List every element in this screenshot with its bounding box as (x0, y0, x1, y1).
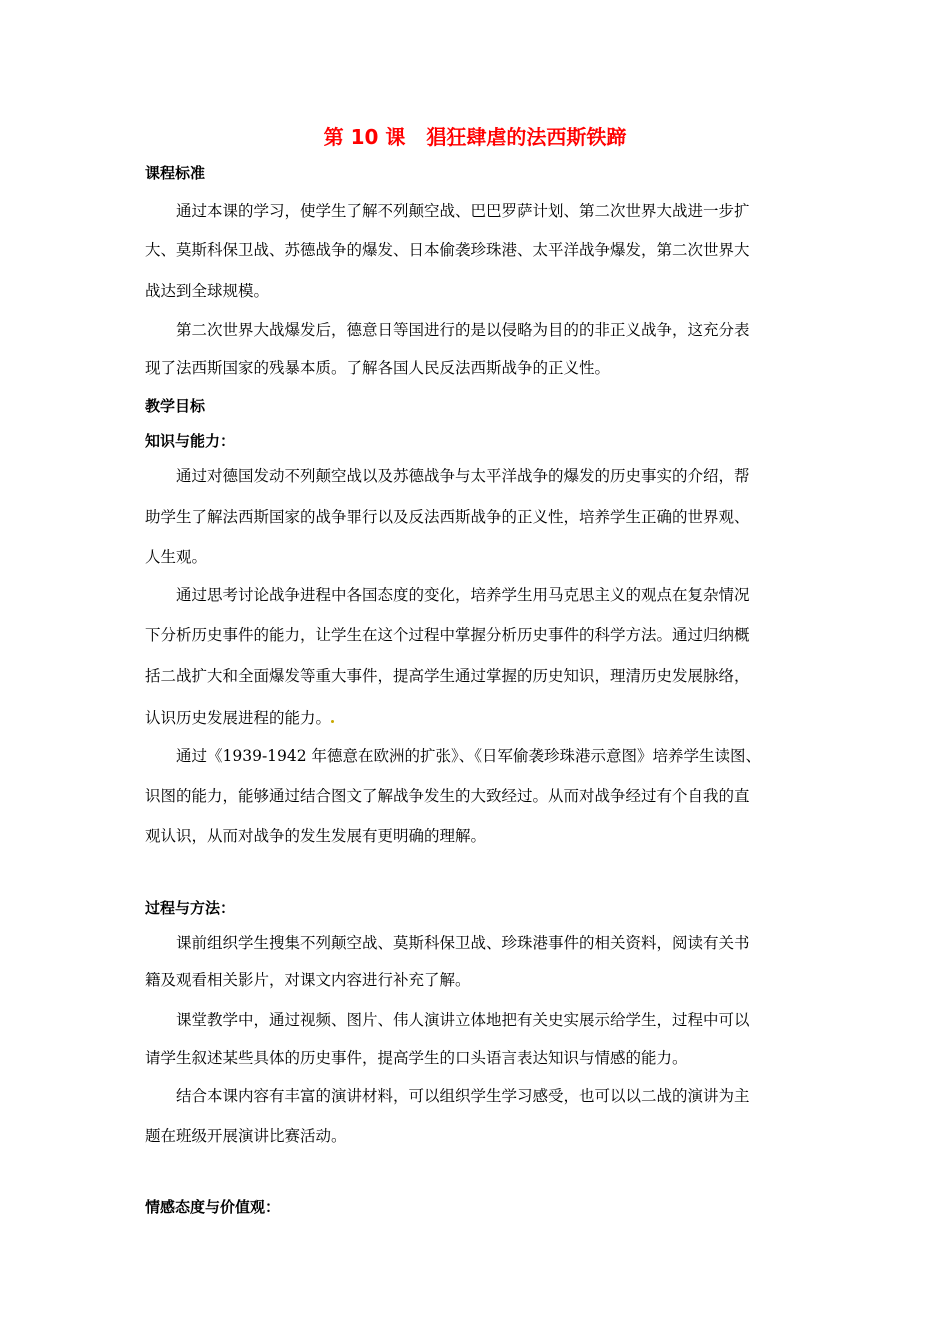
process-p2-line-2: 请学生叙述某些具体的历史事件，提高学生的口头语言表达知识与情感的能力。 (145, 1049, 688, 1067)
knowledge-p2-line-2: 下分析历史事件的能力，让学生在这个过程中掌握分析历史事件的科学方法。通过归纳概 (145, 626, 750, 644)
knowledge-p3-line-2: 识图的能力，能够通过结合图文了解战争发生的大致经过。从而对战争经过有个自我的直 (145, 787, 750, 805)
heading-teaching-objectives: 教学目标 (145, 397, 206, 415)
process-p2-line-1: 课堂教学中，通过视频、图片、伟人演讲立体地把有关史实展示给学生，过程中可以 (176, 1011, 750, 1029)
standard-p1-line-1: 通过本课的学习，使学生了解不列颠空战、巴巴罗萨计划、第二次世界大战进一步扩 (176, 202, 750, 220)
heading-knowledge-ability: 知识与能力： (145, 432, 236, 450)
knowledge-p2-line-3: 括二战扩大和全面爆发等重大事件，提高学生通过掌握的历史知识，理清历史发展脉络， (145, 667, 750, 685)
standard-p2-line-1: 第二次世界大战爆发后，德意日等国进行的是以侵略为目的的非正义战争，这充分表 (176, 321, 750, 339)
standard-p2-line-2: 现了法西斯国家的残暴本质。了解各国人民反法西斯战争的正义性。 (145, 359, 611, 377)
knowledge-p1-line-3: 人生观。 (145, 548, 208, 566)
lesson-title: 第 10 课 猖狂肆虐的法西斯铁蹄 (323, 125, 627, 149)
heading-course-standard: 课程标准 (145, 164, 206, 182)
knowledge-p3-line-3: 观认识，从而对战争的发生发展有更明确的理解。 (145, 827, 487, 845)
knowledge-p1-line-1: 通过对德国发动不列颠空战以及苏德战争与太平洋战争的爆发的历史事实的介绍，帮 (176, 467, 750, 485)
knowledge-p2-line-1: 通过思考讨论战争进程中各国态度的变化，培养学生用马克思主义的观点在复杂情况 (176, 586, 750, 604)
process-p3-line-2: 题在班级开展演讲比赛活动。 (145, 1127, 347, 1145)
knowledge-p3-line-1: 通过《1939-1942 年德意在欧洲的扩张》、《日军偷袭珍珠港示意图》培养学生读图、 (176, 747, 762, 765)
heading-process-method: 过程与方法： (145, 899, 236, 917)
process-p1-line-1: 课前组织学生搜集不列颠空战、莫斯科保卫战、珍珠港事件的相关资料，阅读有关书 (176, 934, 750, 952)
process-p3-line-1: 结合本课内容有丰富的演讲材料，可以组织学生学习感受，也可以以二战的演讲为主 (176, 1087, 750, 1105)
yellow-marker-dot (331, 720, 334, 723)
knowledge-p1-line-2: 助学生了解法西斯国家的战争罪行以及反法西斯战争的正义性，培养学生正确的世界观、 (145, 508, 750, 526)
knowledge-p2-line-4-wrap (145, 708, 334, 728)
standard-p1-line-3: 战达到全球规模。 (145, 282, 270, 300)
heading-emotion-values: 情感态度与价值观： (145, 1198, 281, 1216)
process-p1-line-2: 籍及观看相关影片，对课文内容进行补充了解。 (145, 971, 471, 989)
standard-p1-line-2: 大、莫斯科保卫战、苏德战争的爆发、日本偷袭珍珠港、太平洋战争爆发，第二次世界大 (145, 241, 750, 259)
knowledge-p2-line-4: 认识历史发展进程的能力。 (145, 709, 332, 727)
